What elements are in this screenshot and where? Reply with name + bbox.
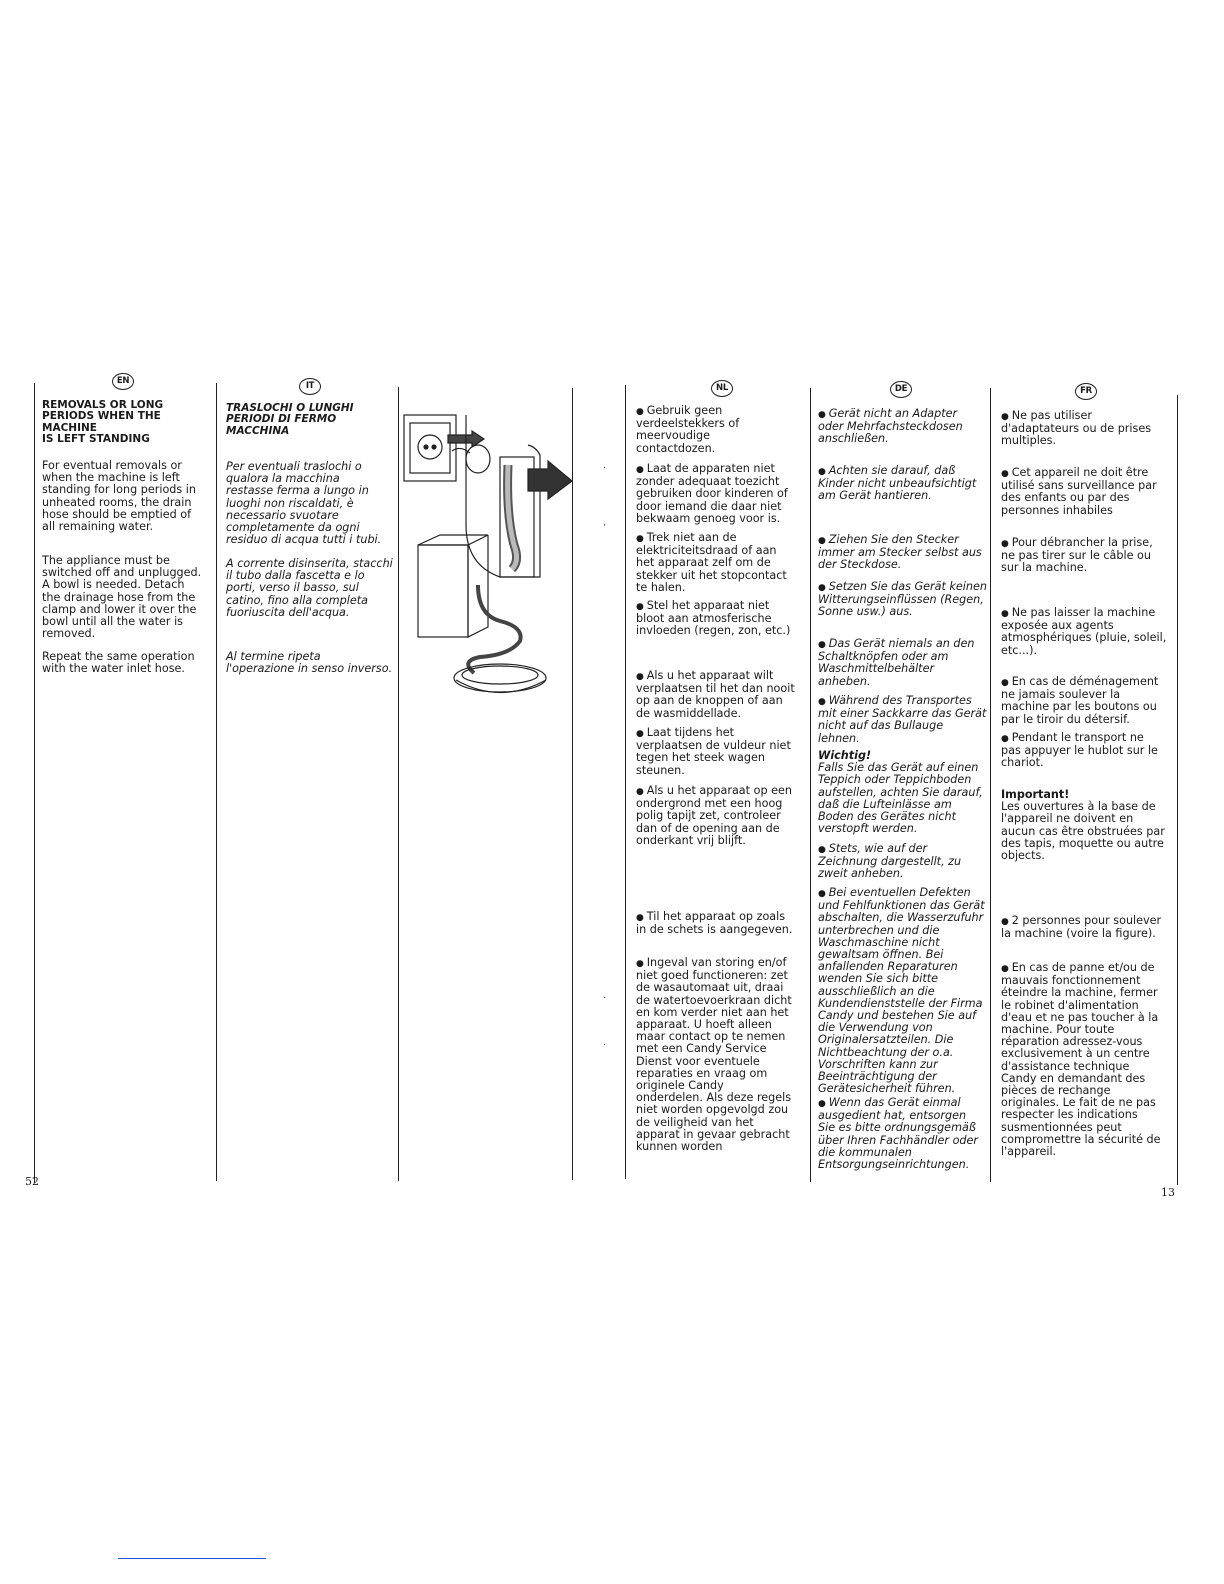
nl-bullet-6: ● Laat tijdens het verplaatsen de vuldeur niet tegen het steek wagen steunen.	[636, 727, 808, 777]
column-rule-5	[625, 385, 626, 1179]
water-bowl	[454, 664, 546, 692]
de-bullet-1: ● Gerät nicht an Adapter oder Mehrfachsteckdosen anschließen.	[818, 408, 988, 446]
it-paragraph-1: Per eventuali traslochi o qualora la macchina restasse ferma a lungo in luoghi non riscaldati, è necessario svuotare completamente da ogni residuo di acqua tutti i tubi.	[226, 460, 382, 547]
en-language-badge: EN	[112, 373, 134, 390]
en-paragraph-3: Repeat the same operation with the water inlet hose.	[42, 650, 195, 676]
fr-language-badge: FR	[1075, 383, 1097, 400]
wall-socket-panel	[404, 415, 456, 481]
de-bullet-2: ● Achten sie darauf, daß Kinder nicht unbeaufsichtigt am Gerät hantieren.	[818, 465, 988, 503]
en-paragraph-2: The appliance must be switched off and unplugged. A bowl is needed. Detach the drainage hose from the clamp and lower it over the bowl until all the water is removed.	[42, 554, 202, 641]
de-bullet-6: ● Während des Transportes mit einer Sackkarre das Gerät nicht auf das Bullauge lehnen.	[818, 695, 988, 745]
fr-bullet-6: ● Pendant le transport ne pas appuyer le hublot sur le chariot.	[1001, 732, 1173, 770]
it-paragraph-2: A corrente disinserita, stacchi il tubo dalla fascetta e lo porti, verso il basso, sul catino, fino alla completa fuoriuscita dell'acqua.	[226, 557, 393, 619]
de-bullet-7: ● Stets, wie auf der Zeichnung dargestellt, zu zweit anheben.	[818, 843, 988, 881]
fr-bullet-4: ● Ne pas laisser la machine exposée aux agents atmosphériques (pluie, soleil, etc...).	[1001, 607, 1173, 657]
en-paragraph-1: For eventual removals or when the machine is left standing for long periods in unheated rooms, the drain hose should be emptied of all remaining water.	[42, 459, 196, 534]
page-number-left: 52	[25, 1175, 39, 1188]
fr-bullet-8: ● En cas de panne et/ou de mauvais fonctionnement éteindre la machine, fermer le robinet d'alimentation d'eau et ne pas toucher à la machine. Pour toute réparation adressez-vous exclusivement à un centre d'assistance technique Candy en demandant des pièces de rechange originales. Le fait de ne pas respecter les indications susmentionnées peut compromettre la sécurité de l'appareil.	[1001, 962, 1173, 1158]
de-bullet-5: ● Das Gerät niemals an den Schaltknöpfen oder am Waschmittelbehälter anheben.	[818, 638, 988, 688]
fr-bullet-5: ● En cas de déménagement ne jamais soulever la machine par les boutons ou par le tiroir du détersif.	[1001, 676, 1173, 726]
fr-important-note: Important! Les ouvertures à la base de l'appareil ne doivent en aucun cas être obstruées par des tapis, moquette ou autre objects.	[1001, 788, 1165, 863]
appliance-box	[418, 545, 468, 637]
column-rule-4	[572, 388, 573, 1180]
it-heading: TRASLOCHI O LUNGHI PERIODI DI FERMO MACCHINA	[226, 402, 354, 437]
fr-bullet-7: ● 2 personnes pour soulever la machine (voire la figure).	[1001, 915, 1173, 940]
de-language-badge: DE	[890, 381, 912, 398]
column-rule-1	[34, 383, 35, 1183]
de-important-note: Wichtig! Falls Sie das Gerät auf einen Teppich oder Teppichboden aufstellen, achten Sie darauf, daß die Lufteinlässe am Boden des Gerätes nicht verstopft werden.	[818, 749, 983, 836]
de-bullet-3: ● Ziehen Sie den Stecker immer am Stecker selbst aus der Steckdose.	[818, 534, 988, 572]
column-rule-3	[398, 387, 399, 1181]
it-language-badge: IT	[299, 378, 321, 395]
hand-plug-icon	[466, 445, 490, 473]
fr-bullet-3: ● Pour débrancher la prise, ne pas tirer sur le câble ou sur la machine.	[1001, 537, 1173, 575]
nl-language-badge: NL	[711, 380, 733, 397]
column-rule-7	[990, 388, 991, 1182]
en-heading: REMOVALS OR LONG PERIODS WHEN THE MACHINE IS LEFT STANDING	[42, 399, 164, 446]
de-bullet-9: ● Wenn das Gerät einmal ausgedient hat, entsorgen Sie es bitte ordnungsgemäß über Ihren Fachhändler oder die kommunalen Entsorgungseinrichtungen.	[818, 1097, 988, 1171]
fr-bullet-1: ● Ne pas utiliser d'adaptateurs ou de prises multiples.	[1001, 410, 1173, 448]
column-rule-8	[1177, 395, 1178, 1185]
it-paragraph-3: Al termine ripeta l'operazione in senso inverso.	[226, 650, 393, 676]
nl-bullet-5: ● Als u het apparaat wilt verplaatsen til het dan nooit op aan de knoppen of aan de wasmiddellade.	[636, 670, 808, 720]
de-bullet-8: ● Bei eventuellen Defekten und Fehlfunktionen das Gerät abschalten, die Wasserzufuhr unterbrechen und die Waschmaschine nicht gewaltsam öffnen. Bei anfallenden Reparaturen wenden Sie sich bitte ausschließlich an die Kundendienststelle der Firma Candy und bestehen Sie auf die Verwendung von Originalersatzteilen. Die Nichtbeachtung der o.a. Vorschriften kann zur Beeinträchtigung der Gerätesicherheit führen.	[818, 887, 988, 1095]
nl-bullet-9: ● Ingeval van storing en/of niet goed functioneren: zet de wasautomaat uit, draai de watertoevoerkraan dicht en kom verder niet aan het apparaat. U hoeft alleen maar contact op te nemen met een Candy Service Dienst voor eventuele reparaties en vraag om originele Candy onderdelen. Als deze regels niet worden opgevolgd zou de veiligheid van het apparat in gevaar gebracht kunnen worden	[636, 957, 808, 1153]
bottom-link-underline[interactable]	[118, 1558, 266, 1559]
de-bullet-4: ● Setzen Sie das Gerät keinen Witterungseinflüssen (Regen, Sonne usw.) aus.	[818, 581, 988, 619]
nl-bullet-7: ● Als u het apparaat op een ondergrond met een hoog polig tapijt zet, controleer dan of de opening aan de onderkant vrij blijft.	[636, 785, 808, 847]
socket-icon	[418, 435, 442, 459]
drain-hose-illustration	[400, 395, 572, 705]
nl-bullet-4: ● Stel het apparaat niet bloot aan atmosferische invloeden (regen, zon, etc.)	[636, 600, 808, 638]
nl-bullet-3: ● Trek niet aan de elektriciteitsdraad of aan het apparaat zelf om de stekker uit het stopcontact te halen.	[636, 532, 808, 594]
nl-bullet-2: ● Laat de apparaten niet zonder adequaat toezicht gebruiken door kinderen of door iemand die daar niet bekwaam genoeg voor is.	[636, 463, 808, 525]
fr-bullet-2: ● Cet appareil ne doit être utilisé sans surveillance par des enfants ou par des personnes inhabiles	[1001, 467, 1173, 517]
nl-bullet-1: ● Gebruik geen verdeelstekkers of meervoudige contactdozen.	[636, 405, 808, 455]
column-rule-6	[810, 388, 811, 1182]
column-rule-2	[216, 383, 217, 1181]
page-number-right: 13	[1161, 1186, 1175, 1199]
lowered-hose	[468, 585, 520, 673]
nl-bullet-8: ● Til het apparaat op zoals in de schets is aangegeven.	[636, 911, 808, 936]
